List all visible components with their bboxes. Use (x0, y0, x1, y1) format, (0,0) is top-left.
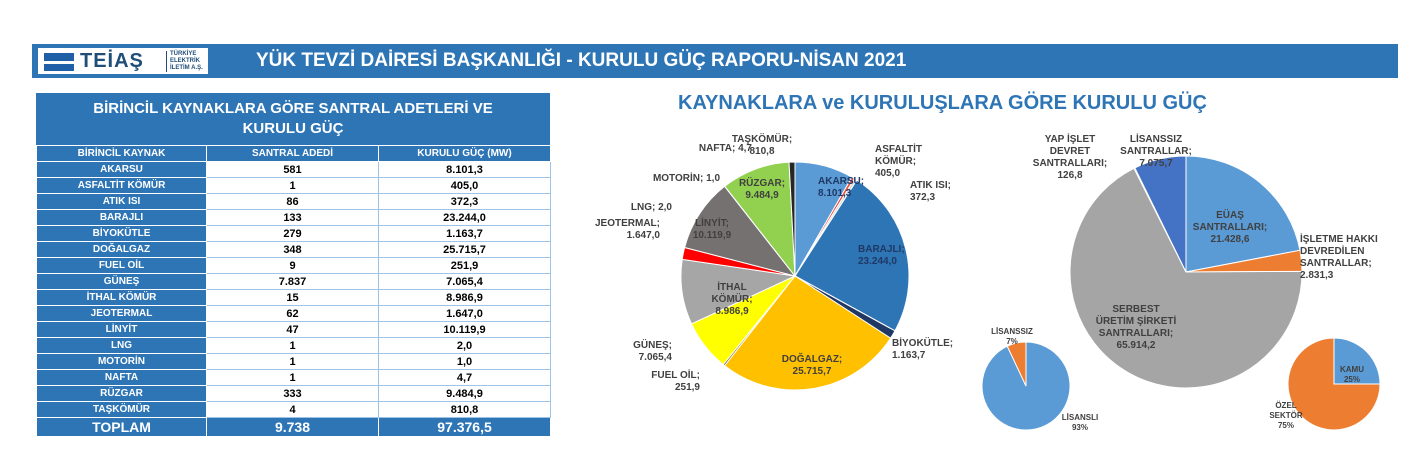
pie-label: İŞLETME HAKKI DEVREDİLEN SANTRALLAR; 2.831,3 (1300, 234, 1378, 281)
row-source: İTHAL KÖMÜR (37, 290, 207, 306)
row-power: 25.715,7 (379, 242, 551, 258)
col-count-header: SANTRAL ADEDİ (207, 146, 379, 162)
row-source: LNG (37, 338, 207, 354)
row-count: 9 (207, 258, 379, 274)
row-power: 1.163,7 (379, 226, 551, 242)
row-count: 333 (207, 386, 379, 402)
row-power: 1.647,0 (379, 306, 551, 322)
row-source: RÜZGAR (37, 386, 207, 402)
row-power: 4,7 (379, 370, 551, 386)
row-power: 23.244,0 (379, 210, 551, 226)
pie-label: LİSANSSIZ 7% (991, 327, 1033, 346)
row-power: 8.986,9 (379, 290, 551, 306)
row-count: 4 (207, 402, 379, 418)
row-count: 62 (207, 306, 379, 322)
pie-label: DOĞALGAZ; 25.715,7 (781, 354, 843, 377)
row-count: 47 (207, 322, 379, 338)
total-count: 9.738 (207, 418, 379, 437)
pie-label: BİYOKÜTLE; 1.163,7 (892, 338, 954, 361)
row-power: 9.484,9 (379, 386, 551, 402)
charts-title: KAYNAKLARA ve KURULUŞLARA GÖRE KURULU GÜÇ (678, 92, 1207, 114)
table-title: BİRİNCİL KAYNAKLARA GÖRE SANTRAL ADETLERİ VE KURULU GÜÇ (36, 93, 550, 145)
pie-label: EÜAŞ SANTRALLARI; 21.428,6 (1192, 210, 1268, 245)
pie-label: KAMU 25% (1340, 365, 1364, 384)
pie-label: LİSANSLI 93% (1061, 413, 1099, 432)
pie-chart-3 (982, 327, 1098, 432)
row-power: 10.119,9 (379, 322, 551, 338)
row-count: 133 (207, 210, 379, 226)
col-source-header: BİRİNCİL KAYNAK (37, 146, 207, 162)
row-power: 251,9 (379, 258, 551, 274)
total-label: TOPLAM (37, 418, 207, 437)
row-power: 810,8 (379, 402, 551, 418)
row-source: BARAJLI (37, 210, 207, 226)
logo-text: TEİAŞ (80, 50, 144, 72)
row-count: 7.837 (207, 274, 379, 290)
row-count: 1 (207, 338, 379, 354)
row-source: AKARSU (37, 162, 207, 178)
row-count: 86 (207, 194, 379, 210)
pie-chart-4 (1269, 338, 1380, 430)
pie-label: ATIK ISI; 372,3 (910, 180, 951, 203)
row-source: BİYOKÜTLE (37, 226, 207, 242)
row-source: DOĞALGAZ (37, 242, 207, 258)
pie-label: JEOTERMAL; 1.647,0 (595, 218, 660, 241)
pie-label: RÜZGAR; 9.484,9 (738, 178, 786, 201)
pie-label: YAP İŞLET DEVRET SANTRALLARI; 126,8 (1032, 134, 1108, 181)
pie-chart-1 (595, 132, 953, 393)
row-source: MOTORİN (37, 354, 207, 370)
logo-subtitle: TÜRKİYE ELEKTRİK İLETİM A.Ş. (166, 51, 203, 72)
pie-label: MOTORİN; 1,0 (652, 173, 720, 184)
row-power: 1,0 (379, 354, 551, 370)
row-power: 372,3 (379, 194, 551, 210)
row-source: ATIK ISI (37, 194, 207, 210)
pie-label: İTHAL KÖMÜR; 8.986,9 (711, 282, 753, 317)
row-source: FUEL OİL (37, 258, 207, 274)
pie-label: LİNYİT; 10.119,9 (692, 218, 732, 241)
row-count: 348 (207, 242, 379, 258)
pie-label: ÖZEL SEKTÖR 75% (1269, 401, 1303, 430)
pie-label: SERBEST ÜRETİM ŞİRKETİ SANTRALLARI; 65.914,2 (1095, 304, 1177, 351)
row-count: 1 (207, 370, 379, 386)
row-power: 7.065,4 (379, 274, 551, 290)
row-source: GÜNEŞ (37, 274, 207, 290)
row-source: NAFTA (37, 370, 207, 386)
row-count: 1 (207, 178, 379, 194)
pie-label: FUEL OİL; 251,9 (651, 370, 700, 393)
total-power: 97.376,5 (379, 418, 551, 437)
pie-label: LİSANSSIZ SANTRALLAR; 7.075,7 (1120, 134, 1192, 169)
pie-label: AKARSU; 8.101,3 (818, 176, 865, 199)
row-source: LİNYİT (37, 322, 207, 338)
row-count: 581 (207, 162, 379, 178)
pie-label: TAŞKÖMÜR; 810,8 (731, 134, 793, 157)
report-title: YÜK TEVZİ DAİRESİ BAŞKANLIĞI - KURULU GÜÇ RAPORU-NİSAN 2021 (256, 50, 907, 71)
pie-label: NAFTA; 4,7 (698, 143, 752, 154)
row-power: 2,0 (379, 338, 551, 354)
row-source: ASFALTİT KÖMÜR (37, 178, 207, 194)
pie-label: LNG; 2,0 (630, 202, 672, 213)
pie-label: BARAJLI; 23.244,0 (858, 244, 905, 267)
row-source: TAŞKÖMÜR (37, 402, 207, 418)
pie-label: GÜNEŞ; 7.065,4 (633, 340, 672, 363)
row-count: 15 (207, 290, 379, 306)
col-power-header: KURULU GÜÇ (MW) (379, 146, 551, 162)
row-count: 1 (207, 354, 379, 370)
pie-label: ASFALTİT KÖMÜR; 405,0 (875, 144, 923, 179)
row-count: 279 (207, 226, 379, 242)
row-power: 8.101,3 (379, 162, 551, 178)
row-source: JEOTERMAL (37, 306, 207, 322)
row-power: 405,0 (379, 178, 551, 194)
